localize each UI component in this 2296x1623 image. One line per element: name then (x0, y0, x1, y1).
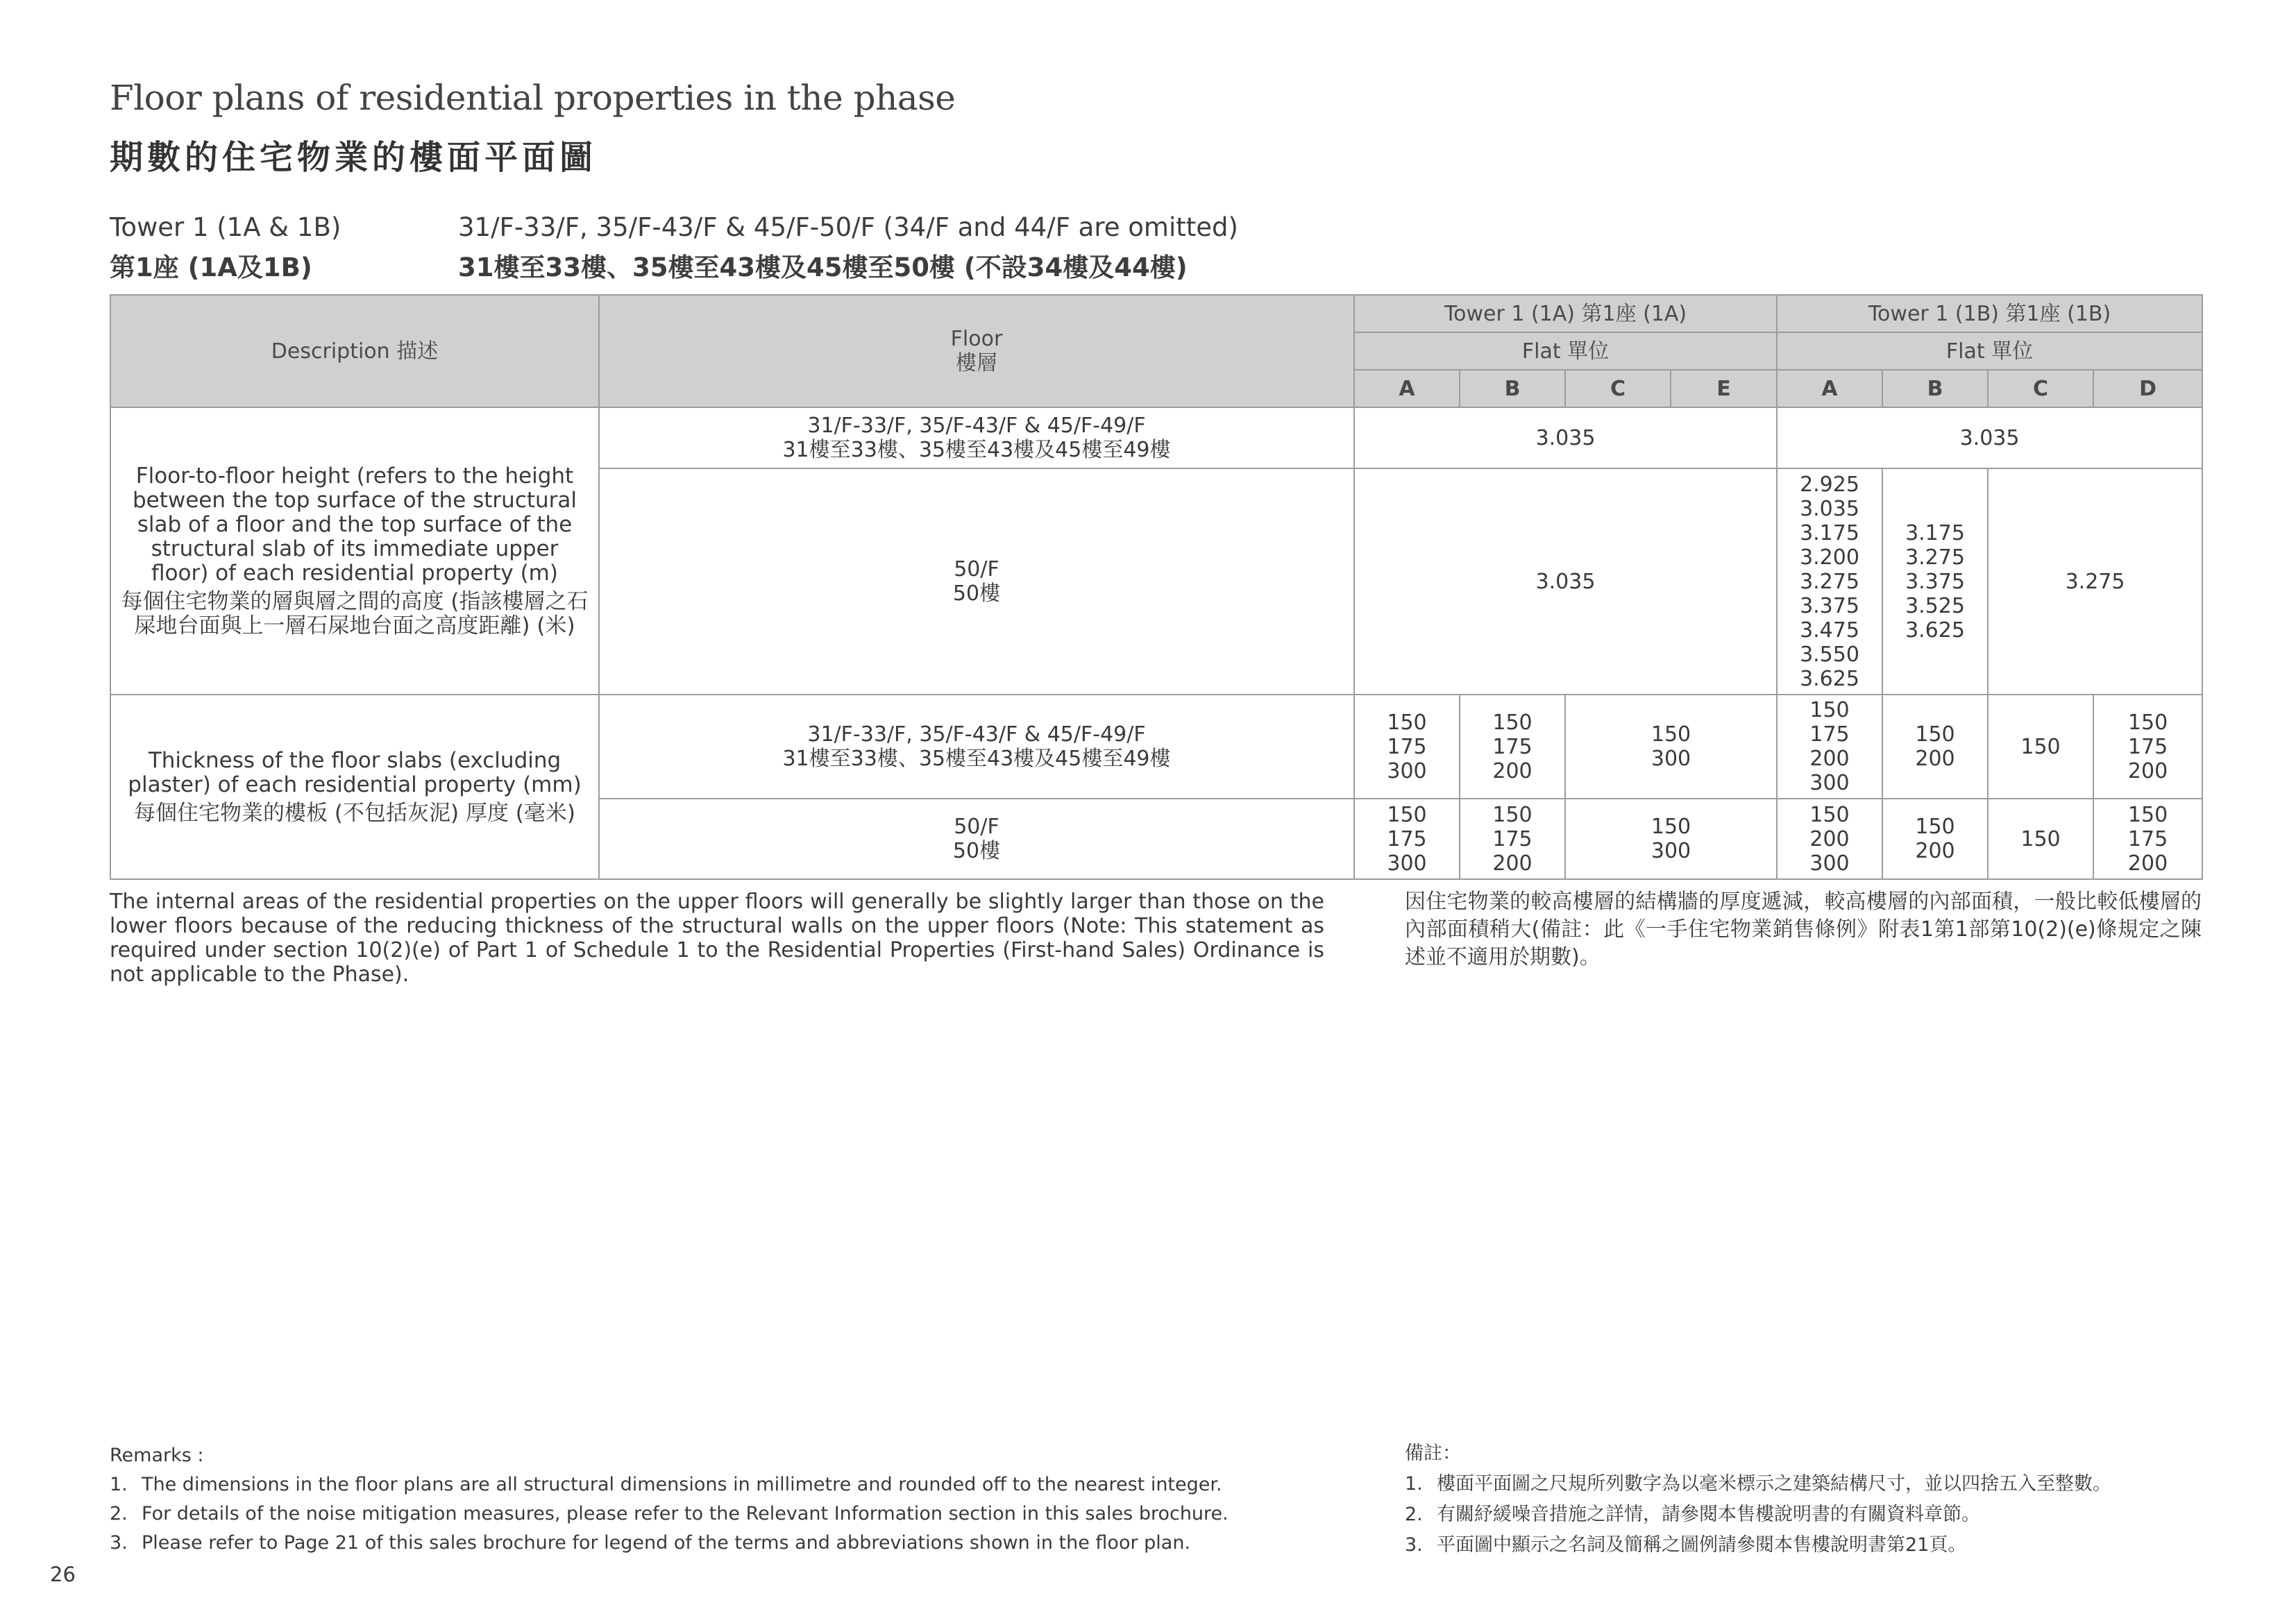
thickness-row2-1b-c (1988, 799, 2093, 879)
remark-number: 2. (110, 1503, 128, 1524)
thickness-row1-1a-b (1460, 695, 1565, 799)
floor-height-thickness-table (110, 294, 2203, 880)
cell-value: 3.375 (1800, 593, 1859, 618)
cell-value: 200 (1915, 839, 1955, 863)
cell-value: 3.035 (1800, 496, 1859, 521)
thickness-row1-floor-en: 31/F-33/F, 35/F-43/F & 45/F-49/F (807, 722, 1146, 747)
cell-value: 300 (1651, 839, 1691, 863)
flat-header-1b: Flat 單位 (1777, 332, 2202, 370)
cell-value: 150 (1492, 802, 1533, 827)
thickness-row2-floor-zh: 50樓 (952, 839, 1001, 863)
thickness-row2-1a-ce (1565, 799, 1777, 879)
height-row2-1b-b (1882, 468, 1988, 695)
cell-value: 3.625 (1800, 666, 1859, 691)
cell-value: 175 (1387, 734, 1427, 759)
remarks-title-en: Remarks : (110, 1445, 204, 1466)
cell-value: 200 (1809, 747, 1850, 771)
remark-number: 1. (1405, 1473, 1423, 1495)
thickness-row1-1b-a (1777, 695, 1882, 799)
height-row1-floor-zh: 31樓至33樓、35樓至43樓及45樓至49樓 (782, 438, 1171, 462)
floor-range-zh: 31樓至33樓、35樓至43樓及45樓至50樓 (不設34樓及44樓) (458, 253, 1188, 282)
thickness-row1-1b-b (1882, 695, 1988, 799)
cell-value: 200 (1915, 747, 1955, 771)
thickness-row1-1a-ce (1565, 695, 1777, 799)
cell-value: 175 (2127, 826, 2168, 851)
floor-header-zh: 樓層 (956, 351, 997, 375)
remark-text: 樓面平面圖之尺規所列數字為以毫米標示之建築結構尺寸，並以四捨五入至整數。 (1437, 1473, 2111, 1495)
internal-area-note-en: The internal areas of the residential properties on the upper floors will generally be slightly larger than those on the lower floors because of the reducing thickness of the structural walls on the upper floors (Note: This statement as required under section 10(2)(e) of Part 1 of Schedule 1 to the Residential Properties (First-hand Sales) Ordinance is not applicable to the Phase). (110, 890, 1324, 987)
cell-value: 150 (1651, 815, 1691, 839)
remark-text: For details of the noise mitigation measures, please refer to the Relevant Information section in this sales brochure. (142, 1503, 1229, 1524)
remark-item (1405, 1469, 2203, 1499)
cell-value: 175 (1809, 722, 1850, 747)
height-row1-floor-en: 31/F-33/F, 35/F-43/F & 45/F-49/F (807, 414, 1146, 438)
cell-value: 150 (1492, 710, 1533, 735)
cell-value: 300 (1651, 747, 1691, 771)
cell-value: 150 (1809, 802, 1850, 827)
cell-value: 150 (2020, 734, 2061, 759)
thickness-description-zh: 每個住宅物業的樓板 (不包括灰泥) 厚度 (毫米) (134, 800, 575, 826)
floor-range-en: 31/F-33/F, 35/F-43/F & 45/F-50/F (34/F and 44/F are omitted) (458, 212, 1238, 242)
height-row2-floor-en: 50/F (954, 557, 999, 581)
height-description-en: Floor-to-floor height (refers to the height between the top surface of the structural slab of a floor and the top surface of the structural slab of its immediate upper floor) of each residential property (m) (132, 463, 577, 586)
thickness-row1-floor-zh: 31樓至33樓、35樓至43樓及45樓至49樓 (782, 747, 1171, 771)
thickness-row1-1b-d (2093, 695, 2202, 799)
cell-value: 200 (1492, 758, 1533, 783)
height-row2-tower-1a: 3.035 (1354, 468, 1777, 695)
cell-value: 150 (2127, 710, 2168, 735)
remark-item (110, 1499, 1394, 1529)
unit-header-1a-a: A (1354, 370, 1460, 407)
remark-number: 3. (1405, 1534, 1423, 1556)
floor-header-en: Floor (950, 327, 1003, 351)
cell-value: 150 (1387, 710, 1427, 735)
cell-value: 3.175 (1800, 520, 1859, 545)
page-number: 26 (50, 1563, 76, 1586)
tower-label-en: Tower 1 (1A & 1B) (110, 212, 341, 242)
remark-item (110, 1529, 1394, 1558)
description-header: Description 描述 (110, 295, 599, 407)
table-header-row (110, 295, 2202, 332)
flat-header-1a: Flat 單位 (1354, 332, 1777, 370)
height-row2-floor (599, 468, 1354, 695)
tower-1b-header: Tower 1 (1B) 第1座 (1B) (1777, 295, 2202, 332)
tower-1a-header: Tower 1 (1A) 第1座 (1A) (1354, 295, 1777, 332)
thickness-row2-1b-d (2093, 799, 2202, 879)
cell-value: 300 (1809, 851, 1850, 876)
cell-value: 3.175 (1905, 520, 1965, 545)
cell-value: 300 (1387, 758, 1427, 783)
remark-item (1405, 1530, 2203, 1561)
cell-value: 175 (1387, 826, 1427, 851)
remark-text: The dimensions in the floor plans are all structural dimensions in millimetre and rounded off to the nearest integer. (142, 1474, 1222, 1495)
page-title-en: Floor plans of residential properties in the phase (110, 78, 956, 118)
cell-value: 175 (1492, 826, 1533, 851)
height-row1-floor (599, 407, 1354, 468)
remarks-en (110, 1441, 1394, 1558)
thickness-row2-floor (599, 799, 1354, 879)
cell-value: 200 (1809, 826, 1850, 851)
remark-number: 1. (110, 1474, 128, 1495)
cell-value: 150 (1387, 802, 1427, 827)
cell-value: 3.525 (1905, 593, 1965, 618)
cell-value: 3.625 (1905, 618, 1965, 643)
cell-value: 175 (1492, 734, 1533, 759)
remarks-zh (1405, 1438, 2203, 1561)
tower-label-zh: 第1座 (1A及1B) (110, 253, 312, 282)
height-row1-tower-1a: 3.035 (1354, 407, 1777, 468)
height-row2-floor-zh: 50樓 (952, 581, 1001, 606)
thickness-row2-1b-a (1777, 799, 1882, 879)
thickness-row2-1b-b (1882, 799, 1988, 879)
cell-value: 2.925 (1800, 472, 1859, 497)
unit-header-1b-d: D (2093, 370, 2202, 407)
remark-item (1405, 1499, 2203, 1530)
page-title-zh: 期數的住宅物業的樓面平面圖 (110, 138, 598, 177)
remark-text: 平面圖中顯示之名詞及簡稱之圖例請參閱本售樓說明書第21頁。 (1437, 1534, 1967, 1556)
remarks-title-zh: 備註： (1405, 1443, 1461, 1464)
unit-header-1b-a: A (1777, 370, 1882, 407)
height-row1-tower-1b: 3.035 (1777, 407, 2202, 468)
cell-value: 300 (1809, 771, 1850, 795)
remark-number: 3. (110, 1532, 128, 1554)
cell-value: 3.200 (1800, 545, 1859, 570)
cell-value: 150 (1809, 698, 1850, 722)
cell-value: 3.275 (1800, 569, 1859, 594)
remark-text: Please refer to Page 21 of this sales brochure for legend of the terms and abbreviations shown in the floor plan. (142, 1532, 1191, 1554)
cell-value: 200 (1492, 851, 1533, 876)
remark-text: 有關紓緩噪音措施之詳情，請參閱本售樓說明書的有關資料章節。 (1437, 1504, 1980, 1525)
unit-header-1a-e: E (1671, 370, 1777, 407)
thickness-row2-1a-a (1354, 799, 1460, 879)
thickness-row1-1b-c (1988, 695, 2093, 799)
floor-header (599, 295, 1354, 407)
unit-header-1a-b: B (1460, 370, 1565, 407)
cell-value: 3.375 (1905, 569, 1965, 594)
unit-header-1b-b: B (1882, 370, 1988, 407)
remark-number: 2. (1405, 1504, 1423, 1525)
cell-value: 3.475 (1800, 618, 1859, 643)
thickness-row2-floor-en: 50/F (954, 815, 999, 839)
cell-value: 200 (2127, 758, 2168, 783)
cell-value: 3.550 (1800, 642, 1859, 667)
internal-area-note-zh: 因住宅物業的較高樓層的結構牆的厚度遞減，較高樓層的內部面積，一般比較低樓層的內部面積稍大(備註：此《一手住宅物業銷售條例》附表1第1部第10(2)(e)條規定之陳述並不適用於期數)。 (1405, 890, 2202, 969)
height-description-zh: 每個住宅物業的層與層之間的高度 (指該樓層之石屎地台面與上一層石屎地台面之高度距離) (米) (121, 588, 589, 638)
cell-value: 175 (2127, 734, 2168, 759)
height-row2-1b-cd: 3.275 (1988, 468, 2202, 695)
cell-value: 150 (1915, 722, 1955, 747)
cell-value: 150 (2020, 826, 2061, 851)
cell-value: 150 (1651, 722, 1691, 747)
table-row (110, 695, 2202, 799)
table-row (110, 407, 2202, 468)
cell-value: 200 (2127, 851, 2168, 876)
cell-value: 150 (2127, 802, 2168, 827)
thickness-description-en: Thickness of the floor slabs (excluding plaster) of each residential property (mm) (128, 747, 582, 797)
height-description (110, 407, 599, 695)
thickness-row1-floor (599, 695, 1354, 799)
unit-header-1b-c: C (1988, 370, 2093, 407)
remark-item (110, 1470, 1394, 1499)
cell-value: 150 (1915, 815, 1955, 839)
cell-value: 3.275 (1905, 545, 1965, 570)
cell-value: 300 (1387, 851, 1427, 876)
thickness-description (110, 695, 599, 879)
height-row2-1b-a (1777, 468, 1882, 695)
thickness-row2-1a-b (1460, 799, 1565, 879)
unit-header-1a-c: C (1565, 370, 1671, 407)
thickness-row1-1a-a (1354, 695, 1460, 799)
